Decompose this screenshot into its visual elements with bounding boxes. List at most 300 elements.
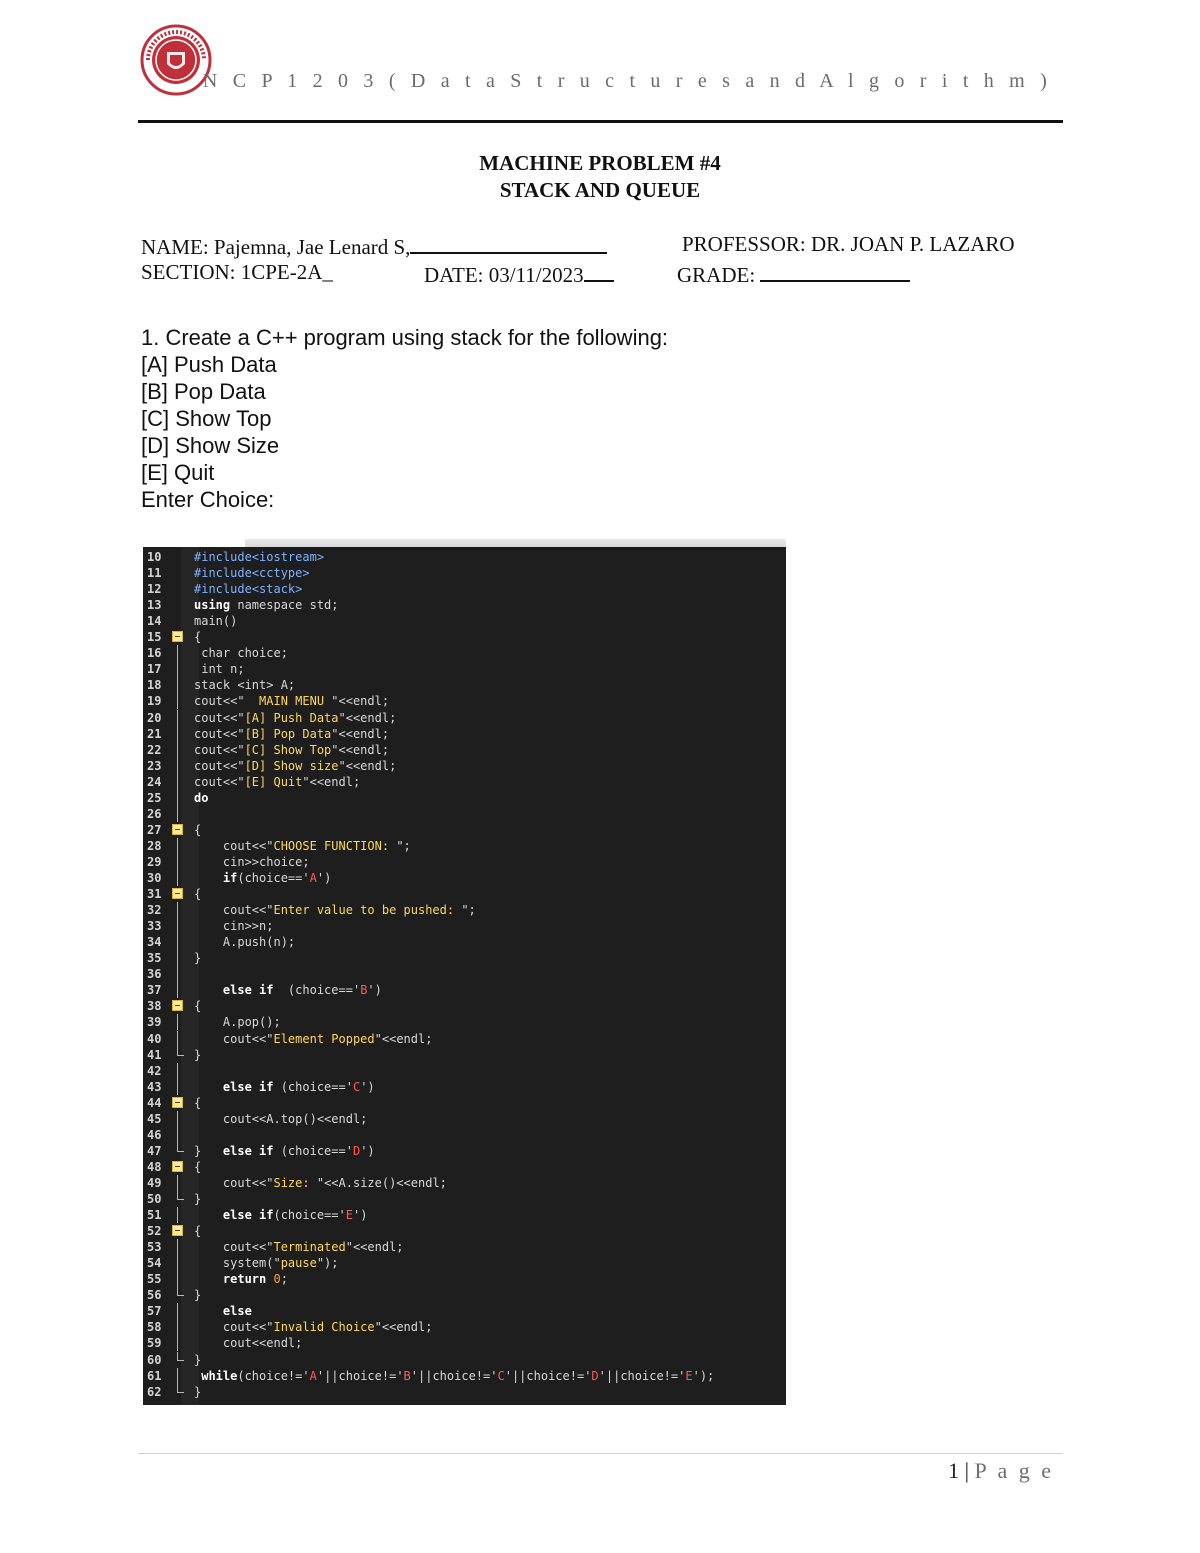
fold-guide — [177, 1127, 178, 1143]
code-token: ') — [360, 1079, 375, 1094]
fold-guide — [177, 1255, 178, 1271]
code-text — [194, 1014, 281, 1030]
fold-guide — [177, 1063, 178, 1079]
code-token: CHOOSE FUNCTION: — [273, 838, 397, 853]
fold-end-marker — [177, 1191, 184, 1200]
code-token: #include<iostream> — [194, 550, 325, 564]
line-number: 39 — [147, 1015, 162, 1030]
line-number: 51 — [147, 1208, 162, 1223]
code-line — [143, 710, 786, 726]
code-line — [143, 677, 786, 693]
code-line — [143, 613, 786, 629]
line-number: 22 — [147, 742, 162, 757]
code-line — [143, 902, 786, 918]
line-number: 13 — [147, 598, 162, 613]
code-token: "<<endl; — [302, 774, 361, 789]
code-token: "<<endl; — [374, 1320, 433, 1335]
line-number: 56 — [147, 1288, 162, 1303]
code-token: return — [194, 1272, 267, 1287]
line-number: 18 — [147, 678, 162, 693]
code-token: ') — [352, 1208, 368, 1223]
line-number: 48 — [147, 1159, 162, 1174]
code-token: ; — [280, 1272, 288, 1287]
name-field — [141, 232, 607, 260]
code-line — [143, 822, 786, 838]
code-line — [143, 1159, 786, 1175]
fold-guide — [177, 982, 178, 998]
code-token: '||choice!=' — [504, 1368, 592, 1383]
code-screenshot — [143, 547, 786, 1405]
code-token: cout<<" — [194, 726, 245, 741]
fold-guide — [177, 661, 178, 677]
code-text — [194, 870, 331, 886]
code-line — [143, 1255, 786, 1271]
code-text — [194, 1271, 288, 1287]
fold-collapse-icon[interactable] — [172, 1000, 183, 1011]
fold-guide — [177, 934, 178, 950]
code-text — [194, 629, 201, 645]
code-token: Terminated — [273, 1240, 346, 1255]
line-number: 54 — [147, 1256, 162, 1271]
code-token: (choice==' — [273, 1143, 353, 1158]
university-seal-logo — [140, 24, 212, 96]
date-value: DATE: 03/11/2023 — [424, 263, 584, 287]
fold-end-marker — [177, 1047, 184, 1056]
code-token: Element Popped — [273, 1031, 375, 1046]
code-text — [194, 902, 476, 918]
footer-divider — [138, 1453, 1063, 1454]
document-subtitle: STACK AND QUEUE — [499, 178, 701, 202]
code-token: { — [194, 999, 202, 1014]
line-number: 14 — [147, 614, 162, 629]
line-number: 25 — [147, 790, 162, 805]
code-line — [143, 1095, 786, 1111]
code-line — [143, 950, 786, 966]
fold-guide — [177, 1079, 178, 1095]
code-text — [194, 1191, 201, 1207]
code-text — [194, 1047, 201, 1063]
menu-option-a: [A] Push Data — [141, 352, 277, 377]
code-token: "); — [316, 1256, 339, 1271]
fold-guide — [177, 645, 178, 661]
code-text — [194, 934, 295, 950]
menu-option-c: [C] Show Top — [141, 406, 272, 431]
code-text — [194, 661, 245, 677]
code-token: E — [685, 1368, 693, 1383]
fold-guide — [177, 758, 178, 774]
code-line — [143, 1287, 786, 1303]
code-line — [143, 934, 786, 950]
line-number: 44 — [147, 1095, 162, 1110]
code-line — [143, 1143, 786, 1159]
code-line — [143, 1319, 786, 1335]
code-token: (choice==' — [237, 871, 310, 885]
code-text — [194, 1095, 201, 1111]
code-token: { — [194, 1224, 202, 1239]
code-line — [143, 1303, 786, 1319]
code-token: E — [345, 1208, 353, 1223]
code-token: (choice!=' — [237, 1368, 310, 1383]
code-line — [143, 886, 786, 902]
code-token: D — [352, 1143, 361, 1158]
code-token: [C] Show Top — [244, 742, 332, 757]
code-text — [194, 742, 389, 758]
code-token: [B] Pop Data — [244, 726, 332, 741]
fold-guide — [177, 1111, 178, 1127]
line-number: 46 — [147, 1127, 162, 1142]
code-line — [143, 966, 786, 982]
code-token: } — [194, 1143, 223, 1158]
fold-guide — [177, 902, 178, 918]
fold-guide — [177, 677, 178, 693]
code-text — [194, 1384, 201, 1400]
code-line — [143, 1079, 786, 1095]
code-screenshot-top-edge — [245, 539, 786, 547]
fold-guide — [177, 950, 178, 966]
document-title: MACHINE PROBLEM #4 — [479, 151, 721, 175]
fold-collapse-icon[interactable] — [172, 631, 183, 642]
line-number: 17 — [147, 662, 162, 677]
line-number: 55 — [147, 1272, 162, 1287]
code-token: cout<<endl; — [194, 1336, 303, 1351]
line-number: 43 — [147, 1079, 162, 1094]
code-token: ') — [316, 871, 332, 885]
code-token: "<<endl; — [374, 1031, 433, 1046]
code-text — [194, 1159, 201, 1175]
code-token: "<<endl; — [331, 742, 390, 757]
code-token: "<<A.size()<<endl; — [316, 1175, 447, 1190]
code-line — [143, 1031, 786, 1047]
code-token: B — [360, 983, 368, 998]
code-token: [E] Quit — [244, 774, 303, 789]
code-line — [143, 1175, 786, 1191]
code-text — [194, 581, 302, 597]
line-number: 21 — [147, 726, 162, 741]
code-token: { — [194, 822, 202, 837]
code-token: cout<<" — [194, 903, 274, 918]
code-token: '||choice!=' — [316, 1368, 404, 1383]
line-number: 24 — [147, 774, 162, 789]
code-token: using — [194, 598, 231, 613]
code-text — [194, 1368, 714, 1384]
line-number: 11 — [147, 566, 162, 581]
fold-guide — [177, 1368, 178, 1384]
code-text — [194, 1223, 201, 1239]
code-text — [194, 710, 396, 726]
line-number: 35 — [147, 951, 162, 966]
line-number: 15 — [147, 630, 162, 645]
code-text — [194, 1079, 375, 1095]
line-number: 53 — [147, 1240, 162, 1255]
code-line — [143, 1352, 786, 1368]
code-token: namespace std; — [230, 598, 339, 613]
code-token: A.push(n); — [194, 935, 296, 950]
code-token: Size: — [273, 1175, 317, 1190]
code-token: cout<<" — [194, 1320, 274, 1335]
code-token: (choice==' — [273, 1208, 346, 1223]
code-token: ') — [367, 983, 382, 998]
question-prompt: 1. Create a C++ program using stack for the following: — [141, 325, 669, 350]
code-line — [143, 758, 786, 774]
code-text — [194, 1239, 404, 1255]
line-number: 52 — [147, 1224, 162, 1239]
code-line — [143, 645, 786, 661]
code-line — [143, 1127, 786, 1143]
code-token: system(" — [194, 1256, 281, 1271]
code-line — [143, 693, 786, 709]
code-token: { — [194, 630, 202, 645]
fold-end-marker — [177, 1384, 184, 1393]
fold-guide — [177, 854, 178, 870]
code-line — [143, 565, 786, 581]
code-token: if — [194, 871, 238, 885]
fold-end-marker — [177, 1352, 184, 1361]
line-number: 38 — [147, 999, 162, 1014]
line-number: 19 — [147, 694, 162, 709]
code-line — [143, 581, 786, 597]
line-number: 36 — [147, 967, 162, 982]
code-text — [194, 1111, 367, 1127]
date-field — [424, 260, 614, 288]
fold-collapse-icon[interactable] — [172, 1225, 183, 1236]
code-token: cout<<" — [194, 1240, 274, 1255]
code-token: char choice; — [194, 646, 288, 661]
professor-field: PROFESSOR: DR. JOAN P. LAZARO — [682, 232, 1015, 256]
code-text — [194, 774, 360, 790]
line-number: 27 — [147, 822, 162, 837]
code-line — [143, 1271, 786, 1287]
code-text — [194, 758, 396, 774]
code-token: } — [194, 1288, 202, 1303]
code-token: cin>>choice; — [194, 854, 310, 869]
page-separator: | — [964, 1458, 970, 1483]
code-line — [143, 854, 786, 870]
code-token: #include<cctype> — [194, 566, 310, 581]
line-number: 10 — [147, 550, 162, 564]
code-token: B — [403, 1368, 411, 1383]
name-blank — [410, 232, 607, 254]
code-token: do — [194, 790, 209, 805]
fold-guide — [177, 693, 178, 709]
code-token: { — [194, 887, 202, 902]
line-number: 31 — [147, 887, 162, 902]
menu-option-e: [E] Quit — [141, 460, 215, 485]
code-token: cout<<" — [194, 758, 245, 773]
code-token: } — [194, 1384, 202, 1399]
code-text — [194, 1303, 252, 1319]
fold-collapse-icon[interactable] — [172, 1097, 183, 1108]
code-token: (choice==' — [273, 983, 361, 998]
code-line — [143, 726, 786, 742]
code-text — [194, 726, 389, 742]
page-number: 1 — [948, 1458, 960, 1483]
code-token: } — [194, 1192, 202, 1206]
line-number: 62 — [147, 1384, 162, 1399]
code-line — [143, 806, 786, 822]
date-blank — [584, 260, 614, 282]
code-line — [143, 1063, 786, 1079]
code-token: MAIN MENU — [244, 694, 332, 709]
code-token: C — [352, 1079, 361, 1094]
code-text — [194, 1175, 447, 1191]
fold-guide — [177, 1303, 178, 1319]
code-text — [194, 1352, 201, 1368]
line-number: 50 — [147, 1192, 162, 1206]
code-line — [143, 1239, 786, 1255]
code-text — [194, 693, 389, 709]
line-number: 26 — [147, 806, 162, 821]
fold-guide — [177, 774, 178, 790]
line-number: 57 — [147, 1304, 162, 1319]
fold-guide — [177, 1031, 178, 1047]
code-token: A.pop(); — [194, 1015, 281, 1030]
line-number: 61 — [147, 1368, 162, 1383]
code-line — [143, 838, 786, 854]
code-text — [194, 1031, 432, 1047]
line-number: 58 — [147, 1320, 162, 1335]
code-token: [A] Push Data — [244, 710, 339, 725]
line-number: 42 — [147, 1063, 162, 1078]
code-line — [143, 1207, 786, 1223]
code-token: cout<<A.top()<<endl; — [194, 1111, 368, 1126]
code-token: while — [194, 1368, 238, 1383]
header-divider — [138, 120, 1063, 123]
line-number: 33 — [147, 919, 162, 934]
line-number: 59 — [147, 1336, 162, 1351]
code-text — [194, 1207, 367, 1223]
menu-option-d: [D] Show Size — [141, 433, 280, 458]
fold-guide — [177, 1271, 178, 1287]
fold-guide — [177, 838, 178, 854]
code-text — [194, 1255, 339, 1271]
code-token: A — [309, 1368, 317, 1383]
code-token: D — [591, 1368, 599, 1383]
code-line — [143, 1191, 786, 1207]
code-token: cout<<" — [194, 1175, 274, 1190]
page-word: P a g e — [974, 1458, 1054, 1483]
code-line — [143, 1384, 786, 1400]
code-text — [194, 645, 288, 661]
enter-choice-label: Enter Choice: — [141, 487, 275, 512]
code-token: "<<endl; — [338, 710, 397, 725]
grade-label: GRADE: — [677, 263, 756, 287]
code-line — [143, 774, 786, 790]
code-token: { — [194, 1095, 202, 1110]
code-line — [143, 790, 786, 806]
fold-end-marker — [177, 1287, 184, 1296]
code-line — [143, 982, 786, 998]
code-token: "<<endl; — [331, 726, 390, 741]
code-text — [194, 950, 201, 966]
code-token: else if — [194, 983, 274, 998]
line-number: 41 — [147, 1047, 162, 1062]
code-token: stack <int> A; — [194, 678, 296, 693]
fold-guide — [177, 1319, 178, 1335]
code-token: "<<endl; — [338, 758, 397, 773]
code-token: #include<stack> — [194, 582, 303, 597]
code-line — [143, 742, 786, 758]
code-token: cout<<" — [194, 710, 245, 725]
code-token: cout<<" — [194, 838, 274, 853]
fold-guide — [177, 790, 178, 806]
name-value: NAME: Pajemna, Jae Lenard S, — [141, 235, 411, 259]
code-text — [194, 549, 324, 565]
code-token: pause — [280, 1256, 317, 1271]
code-token: else — [194, 1304, 252, 1319]
code-token: cin>>n; — [194, 919, 274, 934]
code-token: C — [497, 1368, 505, 1383]
code-token: cout<<" — [194, 1031, 274, 1046]
code-token: 0 — [273, 1272, 281, 1287]
code-token: int n; — [194, 662, 245, 677]
line-number: 23 — [147, 758, 162, 773]
code-token: '||choice!=' — [598, 1368, 686, 1383]
fold-end-marker — [177, 1143, 184, 1152]
code-text — [194, 677, 295, 693]
grade-field — [677, 260, 910, 288]
fold-guide — [177, 1175, 178, 1191]
code-token: "<<endl; — [345, 1240, 404, 1255]
fold-collapse-icon[interactable] — [172, 1161, 183, 1172]
code-token: '); — [692, 1368, 715, 1383]
code-text — [194, 982, 382, 998]
code-text — [194, 886, 201, 902]
grade-blank — [760, 260, 910, 282]
line-number: 30 — [147, 871, 162, 885]
fold-guide — [177, 742, 178, 758]
code-line — [143, 597, 786, 613]
code-token: ') — [360, 1143, 375, 1158]
code-token: "; — [396, 838, 411, 853]
code-token: cout<<" — [194, 774, 245, 789]
code-text — [194, 597, 339, 613]
code-line — [143, 1014, 786, 1030]
line-number: 47 — [147, 1143, 162, 1158]
code-token: cout<<" — [194, 694, 245, 709]
line-number: 45 — [147, 1111, 162, 1126]
fold-collapse-icon[interactable] — [172, 888, 183, 899]
line-number: 29 — [147, 854, 162, 869]
code-token: else if — [222, 1143, 274, 1158]
fold-guide — [177, 966, 178, 982]
line-number: 20 — [147, 710, 162, 725]
fold-collapse-icon[interactable] — [172, 824, 183, 835]
code-token: (choice==' — [273, 1079, 353, 1094]
line-number: 12 — [147, 582, 162, 597]
code-text — [194, 613, 237, 629]
line-number: 32 — [147, 903, 162, 918]
code-token: main() — [194, 614, 238, 629]
code-text — [194, 1143, 375, 1159]
code-token: } — [194, 1352, 202, 1367]
page-footer — [948, 1458, 1054, 1484]
code-text — [194, 998, 201, 1014]
code-text — [194, 918, 273, 934]
section-field: SECTION: 1CPE-2A_ — [141, 260, 333, 284]
fold-guide — [177, 1335, 178, 1351]
fold-guide — [177, 726, 178, 742]
fold-guide — [177, 1207, 178, 1223]
code-token: "; — [461, 903, 476, 918]
code-token: [D] Show size — [244, 758, 339, 773]
code-text — [194, 822, 201, 838]
code-line — [143, 549, 786, 565]
code-line — [143, 1223, 786, 1239]
code-text — [194, 565, 310, 581]
line-number: 16 — [147, 646, 162, 661]
line-number: 37 — [147, 983, 162, 998]
code-line — [143, 998, 786, 1014]
